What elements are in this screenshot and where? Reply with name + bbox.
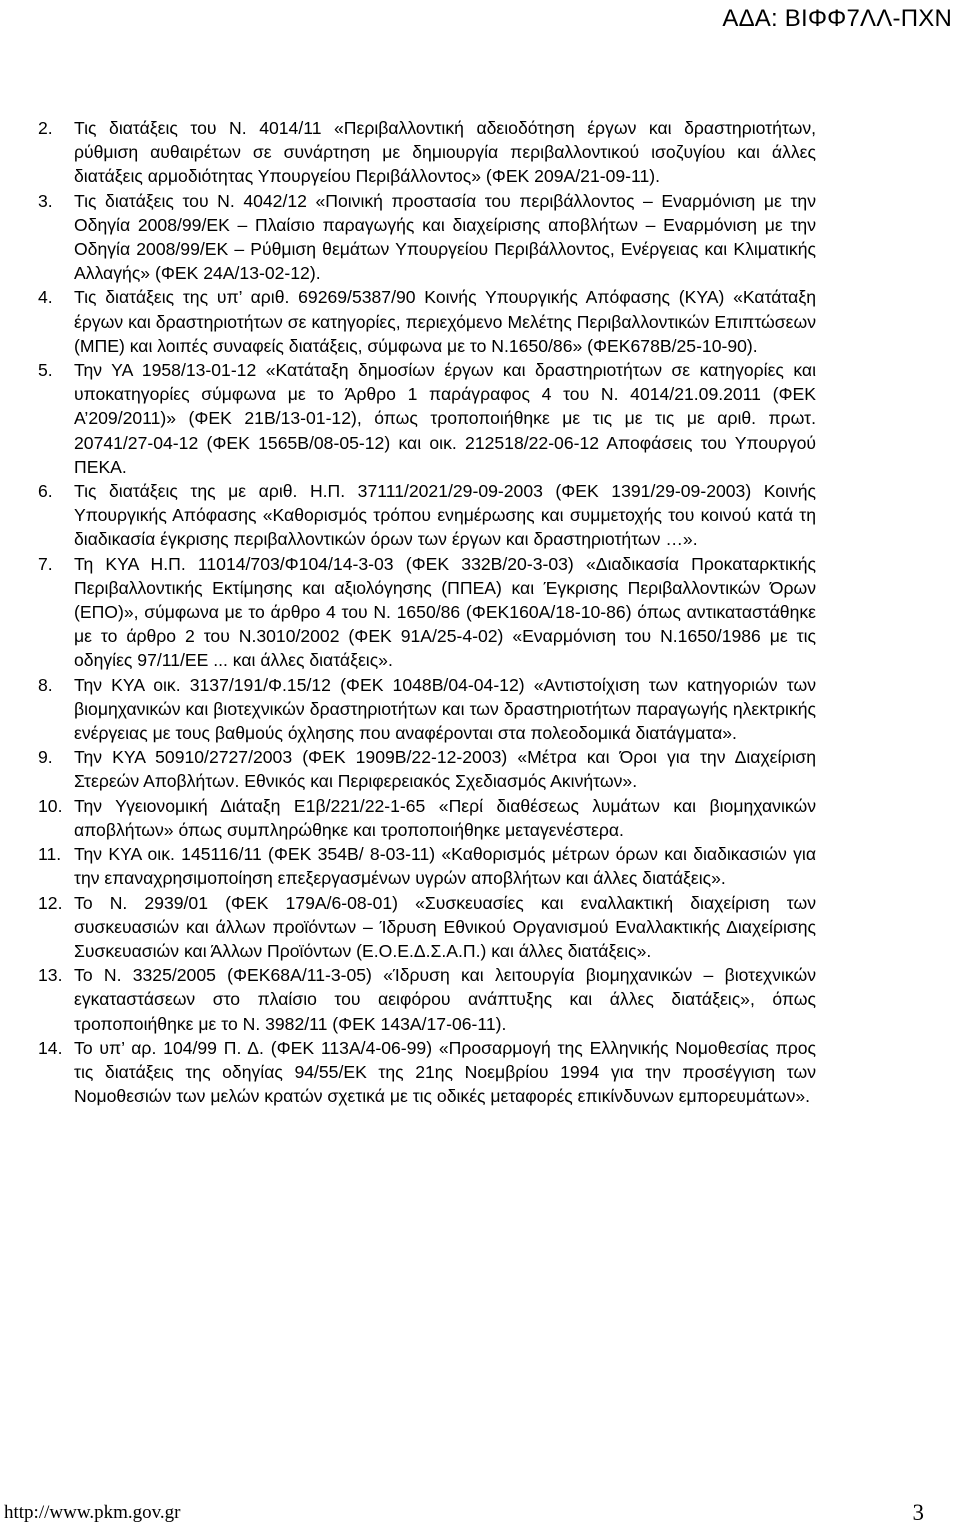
footer-url[interactable]: http://www.pkm.gov.gr — [4, 1502, 181, 1523]
list-item — [38, 479, 816, 552]
item-text: Το υπ’ αρ. 104/99 Π. Δ. (ΦΕΚ 113Α/4-06-99) «Προσαρμογή της Ελληνικής Νομοθεσίας προς τις διατάξεις της οδηγίας 94/55/ΕΚ της 21ης Νοεμβρίου 1994 για την προσέγγιση των Νομοθεσιών των μελών κρατών σχετικά με τις οδικές μεταφορές επικίνδυνων εμπορευμάτων». — [74, 1037, 816, 1107]
item-text: Την ΚΥΑ οικ. 3137/191/Φ.15/12 (ΦΕΚ 1048Β/04-04-12) «Αντιστοίχιση των κατηγοριών των βιομηχανικών και βιοτεχνικών δραστηριοτήτων και των δραστηριοτήτων παραγωγής ηλεκτρικής ενέργειας με τους βαθμούς όχλησης που αναφέρονται στα πολεοδομικά διατάγματα». — [74, 674, 816, 744]
item-text: Τις διατάξεις της υπ’ αριθ. 69269/5387/90 Κοινής Υπουργικής Απόφασης (ΚΥΑ) «Κατάταξη έργων και δραστηριοτήτων σε κατηγορίες, περιεχόμενο Μελέτης Περιβαλλοντικών Επιπτώσεων (ΜΠΕ) και λοιπές συναφείς διατάξεις, σύμφωνα με το Ν.1650/86» (ΦΕΚ678Β/25-10-90). — [74, 287, 816, 356]
item-number: 7. — [38, 553, 53, 574]
legal-references-list — [38, 116, 816, 1108]
item-text: Τις διατάξεις του Ν. 4014/11 «Περιβαλλοντική αδειοδότηση έργων και δραστηριοτήτων, ρύθμιση αυθαιρέτων σε συνάρτηση με δημιουργία περιβαλλοντικού ισοζυγίου και άλλες διατάξεις αρμοδιότητας Υπουργείου Περιβάλλοντος» (ΦΕΚ 209Α/21-09-11). — [74, 118, 816, 187]
list-item — [38, 358, 816, 479]
list-item — [38, 891, 816, 964]
item-number: 14. — [38, 1037, 63, 1058]
item-text: Το Ν. 2939/01 (ΦΕΚ 179Α/6-08-01) «Συσκευασίες και εναλλακτική διαχείριση των συσκευασιών και άλλων προϊόντων – Ίδρυση Εθνικού Οργανισμού Εναλλακτικής Διαχείρισης Συσκευασιών και Άλλων Προϊόντων (Ε.Ο.Ε.Δ.Σ.Α.Π.) και άλλες διατάξεις». — [74, 892, 816, 961]
item-number: 10. — [38, 795, 63, 816]
list-item — [38, 745, 816, 793]
list-item — [38, 189, 816, 286]
item-number: 5. — [38, 360, 53, 381]
item-number: 13. — [38, 965, 63, 986]
item-text: Την Υγειονομική Διάταξη Ε1β/221/22-1-65 «Περί διαθέσεως λυμάτων και βιομηχανικών αποβλήτων» όπως συμπληρώθηκε και τροποποιήθηκε μεταγενέστερα. — [74, 795, 816, 840]
item-number: 4. — [38, 287, 53, 308]
list-item — [38, 673, 816, 746]
item-number: 3. — [38, 190, 53, 211]
list-item — [38, 842, 816, 890]
item-text: Την ΥΑ 1958/13-01-12 «Κατάταξη δημοσίων έργων και δραστηριοτήτων σε κατηγορίες και υποκατηγορίες σύμφωνα με το Άρθρο 1 παράγραφος 4 του Ν. 4014/21.09.2011 (ΦΕΚ Α’209/2011)» (ΦΕΚ 21Β/13-01-12), όπως τροποποιήθηκε με τις με τις με αριθ. πρωτ. 20741/27-04-12 (ΦΕΚ 1565Β/08-05-12) και οικ. 212518/22-06-12 Αποφάσεις του Υπουργού ΠΕΚΑ. — [74, 360, 816, 477]
list-item — [38, 963, 816, 1036]
list-item — [38, 116, 816, 189]
item-text: Τις διατάξεις της με αριθ. Η.Π. 37111/2021/29-09-2003 (ΦΕΚ 1391/29-09-2003) Κοινής Υπουργικής Απόφασης «Καθορισμός τρόπου ενημέρωσης και συμμετοχής του κοινού κατά τη διαδικασία έγκρισης περιβαλλοντικών όρων των έργων και δραστηριοτήτων …». — [74, 481, 816, 550]
list-item — [38, 285, 816, 358]
ada-code: ΑΔΑ: ΒΙΦΦ7ΛΛ-ΠΧΝ — [722, 5, 952, 32]
list-item — [38, 794, 816, 842]
item-number: 9. — [38, 747, 53, 768]
item-text: Το Ν. 3325/2005 (ΦΕΚ68Α/11-3-05) «Ίδρυση και λειτουργία βιομηχανικών – βιοτεχνικών εγκαταστάσεων στο πλαίσιο του αειφόρου ανάπτυξης και άλλες διατάξεις», όπως τροποποιήθηκε με το Ν. 3982/11 (ΦΕΚ 143Α/17-06-11). — [74, 965, 816, 1034]
list-item — [38, 552, 816, 673]
page-number: 3 — [912, 1500, 924, 1525]
list-item — [38, 1036, 816, 1109]
item-number: 6. — [38, 481, 53, 502]
item-text: Την ΚΥΑ 50910/2727/2003 (ΦΕΚ 1909Β/22-12-2003) «Μέτρα και Όροι για την Διαχείριση Στερεών Αποβλήτων. Εθνικός και Περιφερειακός Σχεδιασμός Ακινήτων». — [74, 747, 816, 792]
item-number: 12. — [38, 892, 63, 913]
item-text: Τη ΚΥΑ Η.Π. 11014/703/Φ104/14-3-03 (ΦΕΚ 332Β/20-3-03) «Διαδικασία Προκαταρκτικής Περιβαλλοντικής Εκτίμησης και αξιολόγησης (ΠΠΕΑ) και Έγκρισης Περιβαλλοντικών Όρων (ΕΠΟ)», σύμφωνα με το άρθρο 4 του Ν. 1650/86 (ΦΕΚ160Α/18-10-86) όπως αντικαταστάθηκε με το άρθρο 2 του Ν.3010/2002 (ΦΕΚ 91Α/25-4-02) «Εναρμόνιση του Ν.1650/1986 με τις οδηγίες 97/11/ΕΕ ... και άλλες διατάξεις». — [74, 553, 816, 671]
item-number: 2. — [38, 118, 53, 138]
item-text: Τις διατάξεις του Ν. 4042/12 «Ποινική προστασία του περιβάλλοντος – Εναρμόνιση με την Οδηγία 2008/99/ΕΚ – Πλαίσιο παραγωγής και διαχείρισης αποβλήτων – Εναρμόνιση με την Οδηγία 2008/99/ΕΚ – Ρύθμιση θεμάτων Υπουργείου Περιβάλλοντος, Ενέργειας και Κλιματικής Αλλαγής» (ΦΕΚ 24Α/13-02-12). — [74, 190, 816, 284]
item-text: Την ΚΥΑ οικ. 145116/11 (ΦΕΚ 354Β/ 8-03-11) «Καθορισμός μέτρων όρων και διαδικασιών για την επαναχρησιμοποίηση επεξεργασμένων υγρών αποβλήτων και άλλες διατάξεις». — [74, 844, 816, 889]
item-number: 11. — [38, 844, 62, 865]
item-number: 8. — [38, 674, 53, 695]
